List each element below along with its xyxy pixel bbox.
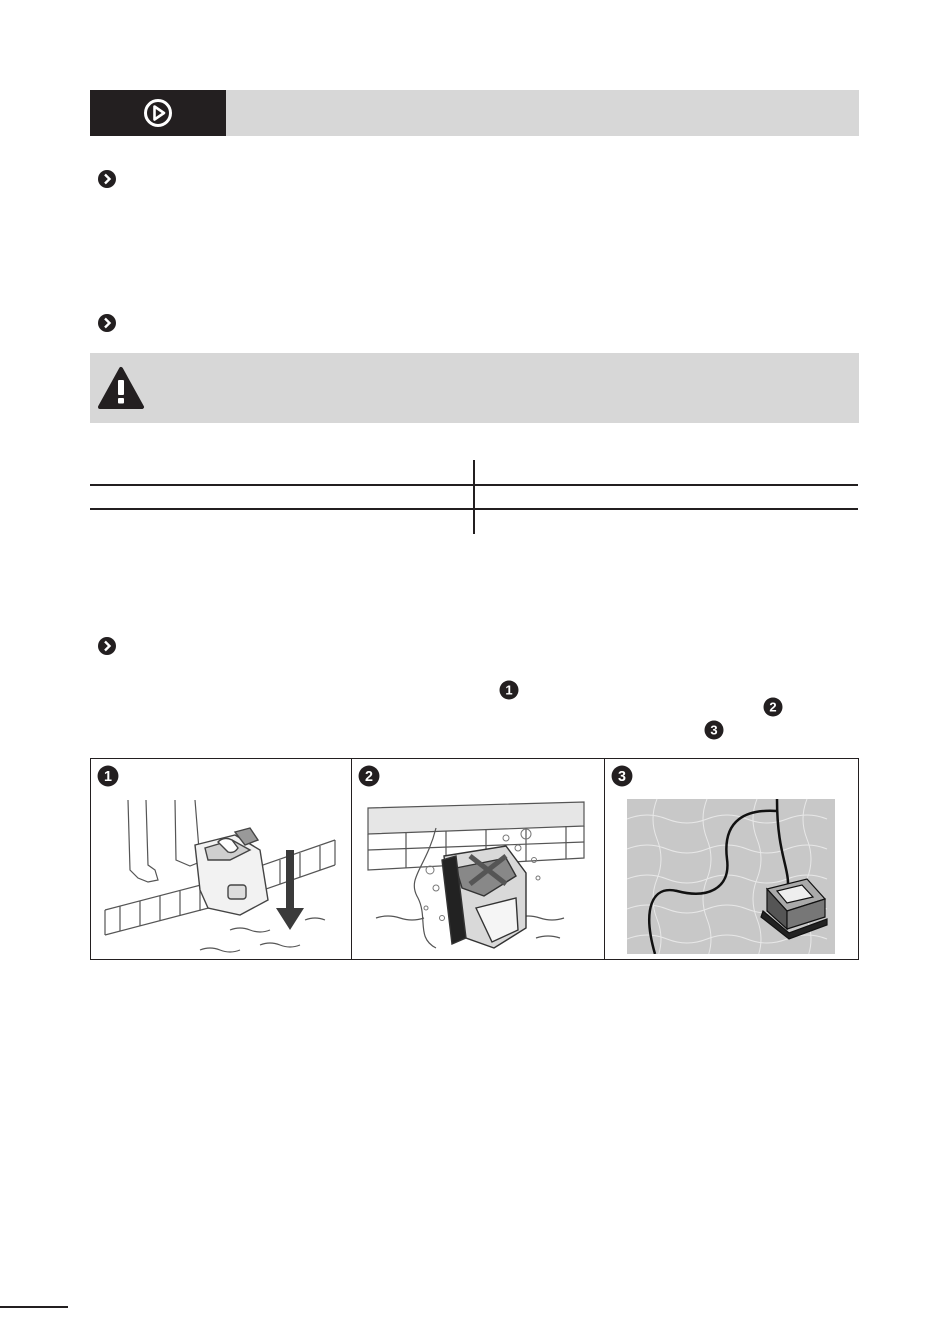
panel-number-3-icon	[611, 765, 633, 787]
illustration-robot-on-floor	[627, 799, 835, 954]
panel-divider	[351, 758, 352, 960]
warning-triangle-icon	[97, 366, 145, 410]
svg-text:2: 2	[769, 699, 777, 715]
step-number-1-icon	[499, 680, 519, 700]
warning-box	[90, 353, 859, 423]
footer-rule	[0, 1306, 68, 1308]
chevron-right-circle-icon	[98, 314, 116, 332]
panel-number-1-icon	[97, 765, 119, 787]
panel-number-2-icon	[358, 765, 380, 787]
svg-text:2: 2	[365, 768, 373, 785]
svg-text:1: 1	[104, 768, 112, 785]
step-number-3-icon	[704, 720, 724, 740]
table-divider	[473, 460, 475, 534]
chevron-right-circle-icon	[98, 637, 116, 655]
chevron-right-circle-icon	[98, 170, 116, 188]
play-circle-icon	[143, 98, 173, 128]
svg-text:1: 1	[505, 682, 513, 698]
panel-divider	[604, 758, 605, 960]
step-number-2-icon	[763, 697, 783, 717]
illustration-submerge-robot	[366, 798, 588, 955]
illustration-lower-robot	[100, 790, 345, 955]
svg-text:3: 3	[618, 768, 626, 785]
svg-text:3: 3	[710, 722, 718, 738]
table-rule	[90, 484, 858, 486]
table-rule	[90, 508, 858, 510]
